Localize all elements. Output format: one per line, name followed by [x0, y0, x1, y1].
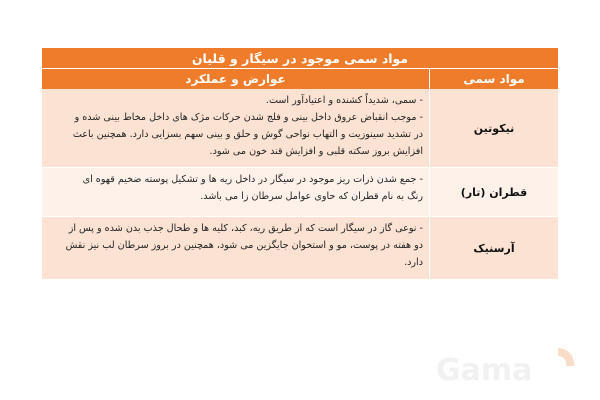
table-header-row	[42, 69, 558, 89]
table-row	[42, 89, 558, 168]
effects-line: - نوعی گاز در سیگار است که از طریق ریه، کبد، کلیه ها و طحال جذب بدن شده و پس از	[68, 223, 423, 234]
substance-nicotine: نیکوتین	[429, 89, 558, 167]
header-effects: عوارض و عملکرد	[185, 72, 286, 86]
effects-line: رنگ به نام قطران که حاوی عوامل سرطان زا می باشد.	[200, 191, 423, 202]
table-title: مواد سمی موجود در سیگار و قلیان	[42, 48, 558, 69]
toxic-substances-table	[42, 48, 558, 280]
effects-line: در تشدید سینوزیت و التهاب نواحی گوش و حلق و بینی سهم بسزایی دارد. همچنین باعث	[72, 129, 423, 140]
effects-line: دو هفته در پوست، مو و استخوان جایگزین می شود، همچنین در بروز سرطان لب نیز نقش	[65, 240, 423, 251]
substance-arsenic: آرسنیک	[429, 217, 558, 279]
gama-logo	[430, 344, 580, 386]
effects-line: - جمع شدن ذرات ریز موجود در سیگار در داخل ریه ها و تشکیل پوسته ضخیم قهوه ای	[82, 174, 423, 185]
table-row	[42, 168, 558, 217]
effects-cell	[42, 168, 429, 216]
effects-line: دارد.	[404, 257, 423, 268]
table-row	[42, 217, 558, 280]
effects-cell	[42, 217, 429, 279]
effects-line: افزایش بروز سکته قلبی و افزایش قند خون می شود.	[209, 146, 423, 157]
effects-line: - سمی، شدیداً کشنده و اعتیادآور است.	[265, 95, 423, 106]
effects-cell	[42, 89, 429, 167]
header-substance: مواد سمی	[429, 69, 558, 89]
effects-line: - موجب انقباض عروق داخل بینی و فلج شدن حرکات مژک های داخل مخاط بینی شده و	[74, 112, 423, 123]
substance-tar: قطران (تار)	[429, 168, 558, 216]
logo-text: Gama	[436, 353, 533, 386]
